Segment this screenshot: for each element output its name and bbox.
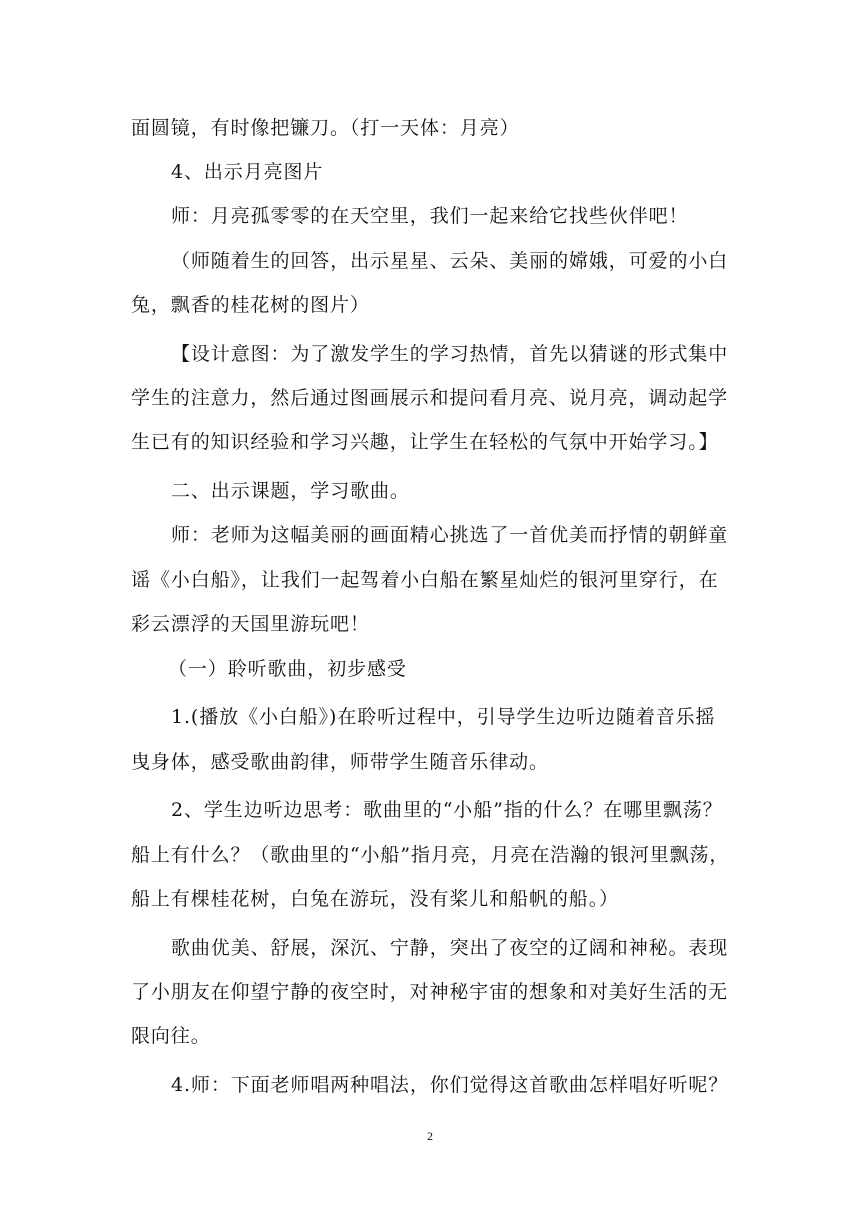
page-number: 2 (427, 1129, 433, 1143)
text-line: 了小朋友在仰望宁静的夜空时，对神秘宇宙的想象和对美好生活的无 (131, 981, 729, 1003)
text-line: 船上有棵桂花树，白兔在游玩，没有桨儿和船帆的船。） (131, 888, 620, 910)
text-line: 船上有什么？（歌曲里的“小船”指月亮，月亮在浩瀚的银河里飘荡， (131, 844, 730, 866)
text-line: 师：老师为这幅美丽的画面精心挑选了一首优美而抒情的朝鲜童 (171, 524, 729, 546)
text-line: 限向往。 (131, 1025, 211, 1047)
text-line: 谣《小白船》，让我们一起驾着小白船在繁星灿烂的银河里穿行，在 (131, 569, 719, 591)
text-line: 面圆镜，有时像把镰刀。（打一天体：月亮） (131, 117, 520, 139)
subsection-heading: （一）聆听歌曲，初步感受 (168, 658, 407, 680)
text-line: 学生的注意力，然后通过图画展示和提问看月亮、说月亮，调动起学 (131, 387, 729, 409)
text-line: 4.师：下面老师唱两种唱法，你们觉得这首歌曲怎样唱好听呢？ (171, 1074, 729, 1096)
text-line: 1.(播放《小白船》)在聆听过程中，引导学生边听边随着音乐摇 (171, 706, 716, 728)
text-line: 2、学生边听边思考：歌曲里的“小船”指的什么？在哪里飘荡？ (171, 799, 723, 821)
text-line: 4、出示月亮图片 (171, 161, 324, 183)
text-line: （师随着生的回答，出示星星、云朵、美丽的嫦娥，可爱的小白 (171, 250, 729, 272)
text-line: 兔，飘香的桂花树的图片） (131, 294, 370, 316)
text-line: 师：月亮孤零零的在天空里，我们一起来给它找些伙伴吧！ (171, 205, 689, 227)
text-line: 生已有的知识经验和学习兴趣，让学生在轻松的气氛中开始学习。】 (131, 431, 719, 453)
text-line: 曳身体，感受歌曲韵律，师带学生随音乐律动。 (131, 751, 549, 773)
section-heading: 二、出示课题，学习歌曲。 (171, 480, 410, 502)
text-line: 彩云漂浮的天国里游玩吧！ (131, 613, 370, 635)
text-line: 【设计意图：为了激发学生的学习热情，首先以猜谜的形式集中 (171, 343, 729, 365)
text-line: 歌曲优美、舒展，深沉、宁静，突出了夜空的辽阔和神秘。表现 (171, 937, 729, 959)
